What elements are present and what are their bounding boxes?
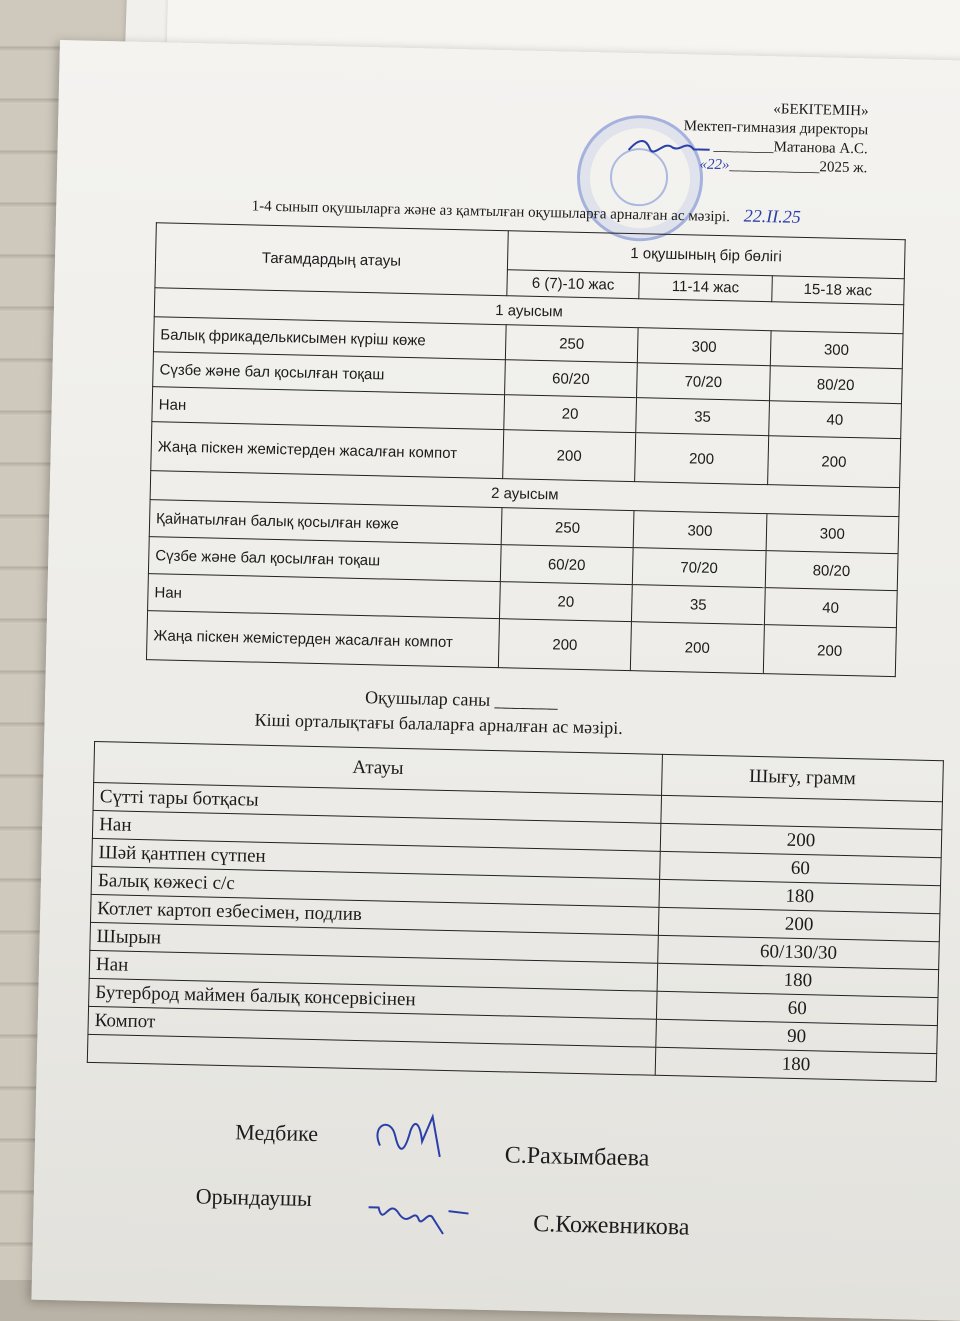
executor-signature [363,1187,474,1239]
signature-name-executor: С.Кожевникова [532,1211,690,1241]
menu2-title: Кіші орталықтағы балаларға арналған ас мәзірі. [254,709,624,738]
col-header-age: 11-14 жас [639,273,772,302]
approval-director: ________Матанова А.С. [623,135,868,160]
table-row: Нан 200 [92,810,941,857]
approval-title: «БЕКІТЕМІН» [773,101,869,120]
col-header-age: 6 (7)-10 жас [507,270,640,299]
col-header-output: Шығу, грамм [662,754,944,801]
table-row: Нан 20 35 40 [152,387,902,439]
table-row: Жаңа піскен жемістерден жасалған компот 200 200 200 [151,422,901,488]
menu1-title: 1-4 сынып оқушыларға және аз қамтылған оқушыларға арналған ас мәзірі. 22.II.25 [251,198,801,227]
nurse-signature [370,1105,461,1167]
table-row: Котлет картоп езбесімен, подлив 200 [90,894,939,941]
table-row: 180 [87,1034,936,1081]
signature-role-nurse: Медбике [234,1119,319,1147]
signature-name-nurse: С.Рахымбаева [504,1142,650,1172]
director-signature [623,136,713,156]
col-header-name: Атауы [94,741,663,795]
table-row: Бутерброд маймен балық консервісінен 60 [89,978,938,1025]
handwritten-date: 22.II.25 [743,205,801,227]
table-row: Балық фрикаделькисымен күріш көже 250 300 300 [153,317,903,369]
table-row: Компот 90 [88,1006,937,1053]
table-row: Сүтті тары ботқасы [93,782,942,829]
table-row: Нан 180 [89,950,938,997]
students-count: Оқушылар саны _______ [364,687,558,712]
menu1-table [146,222,906,677]
signature-role-executor: Орындаушы [195,1183,313,1212]
col-header-portion: 1 оқушының бір бөлігі [507,231,905,279]
approval-date: «22»____________2025 ж. [699,156,868,177]
table-row: Жаңа піскен жемістерден жасалған компот 200 200 200 [146,611,896,677]
col-header-name: Тағамдардың атауы [155,223,508,296]
col-header-age: 15-18 жас [771,276,904,305]
menu-document [31,40,960,1321]
approval-position: Мектеп-гимназия директоры [683,118,869,139]
table-row: Балық көжесі с/с 180 [91,866,940,913]
table-row: Сүзбе және бал қосылған тоқаш 60/20 70/20 80/20 [148,537,898,591]
table-row: Қайнатылған балық қосылған көже 250 300 300 [149,500,899,554]
menu2-table [87,741,944,1082]
table-row: Нан 20 35 40 [148,574,898,628]
shift-label: 2 ауысым [150,471,899,517]
table-row: Сүзбе және бал қосылған тоқаш 60/20 70/20 80/20 [153,352,903,404]
table-row: Шырын 60/130/30 [90,922,939,969]
shift-label: 1 ауысым [154,288,903,334]
approval-block [623,97,869,179]
approval-date-hand: «22» [699,156,730,174]
table-row: Шәй қантпен сүтпен 60 [92,838,941,885]
